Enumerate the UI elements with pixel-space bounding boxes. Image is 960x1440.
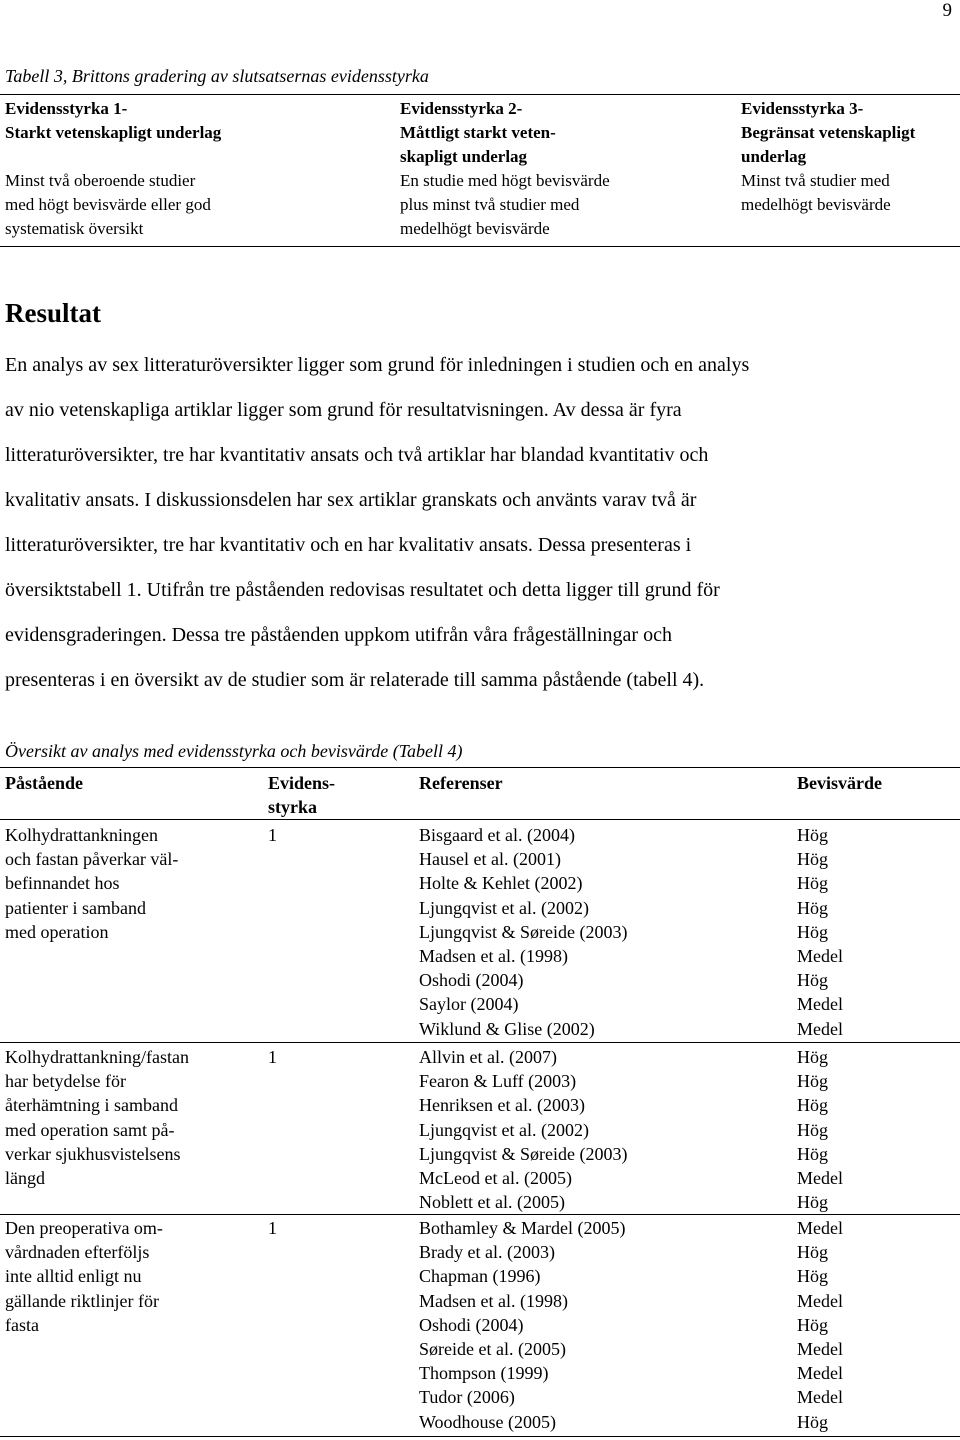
table3-column-3-heading: Evidensstyrka 3- Begränsat vetenskapligt underlag xyxy=(741,99,916,166)
table4-group-3-references: Bothamley & Mardel (2005) Brady et al. (2003) Chapman (1996) Madsen et al. (1998) Oshodi (2004) Søreide et al. (2005) Thompson (1999) Tudor (2006) Woodhouse (2005) xyxy=(419,1218,626,1432)
table3-column-1-heading: Evidensstyrka 1- Starkt vetenskapligt underlag xyxy=(5,99,222,142)
table4-group-2-rule xyxy=(0,1214,960,1215)
table4-group-2-references: Allvin et al. (2007) Fearon & Luff (2003) Henriksen et al. (2003) Ljungqvist et al. (2002) Ljungqvist & Søreide (2003) McLeod et al. (2005) Noblett et al. (2005) xyxy=(419,1047,628,1213)
table4-caption: Översikt av analys med evidensstyrka och bevisvärde (Tabell 4) xyxy=(5,741,463,761)
table3-column-3-text: Minst två studier med medelhögt bevisvärde xyxy=(741,171,891,214)
table4-group-3-strength: 1 xyxy=(268,1218,277,1238)
table4-group-3-values: Medel Hög Hög Medel Hög Medel Medel Medel Hög xyxy=(797,1218,843,1432)
table4-group-1-values: Hög Hög Hög Hög Hög Medel Hög Medel Medel xyxy=(797,825,843,1039)
table4-group-2-values: Hög Hög Hög Hög Hög Medel Hög xyxy=(797,1047,843,1213)
table4-group-1-statement: Kolhydrattankningen och fastan påverkar väl- befinnandet hos patienter i samband med operation xyxy=(5,825,179,942)
table3-top-rule xyxy=(0,94,960,95)
table4-header-value: Bevisvärde xyxy=(797,773,882,793)
table4-group-1-strength: 1 xyxy=(268,825,277,845)
results-paragraph: En analys av sex litteraturöversikter ligger som grund för inledningen i studien och en analys av nio vetenskapliga artiklar ligger som grund för resultatvisningen. Av dessa är fyra litteraturöversikter, tre har kvantitativ ansats och två artiklar har blandad kvantitativ och kvalitativ ansats. I diskussionsdelen har sex artiklar granskats och använts varav två är litteraturöversikter, tre har kvantitativ och en har kvalitativ ansats. Dessa presenteras i översiktstabell 1. Utifrån tre påståenden redovisas resultatet och detta ligger till grund för evidensgraderingen. Dessa tre påståenden uppkom utifrån våra frågeställningar och presenteras i en översikt av de studier som är relaterade till samma påstående (tabell 4). xyxy=(5,354,750,691)
table3-column-1-text: Minst två oberoende studier med högt bevisvärde eller god systematisk översikt xyxy=(5,171,211,238)
page-number: 9 xyxy=(942,0,952,21)
table4-group-1-rule xyxy=(0,1042,960,1043)
table4-group-2-strength: 1 xyxy=(268,1047,277,1067)
table4-group-1-references: Bisgaard et al. (2004) Hausel et al. (2001) Holte & Kehlet (2002) Ljungqvist et al. (2002) Ljungqvist & Søreide (2003) Madsen et al. (1998) Oshodi (2004) Saylor (2004) Wiklund & Glise (2002) xyxy=(419,825,628,1039)
table4-header-rule xyxy=(0,819,960,820)
table4-bottom-rule xyxy=(0,1436,960,1437)
table4-top-rule xyxy=(0,767,960,768)
table4-header-statement: Påstående xyxy=(5,773,83,793)
table4-group-2-statement: Kolhydrattankning/fastan har betydelse för återhämtning i samband med operation samt på- verkar sjukhusvistelsens längd xyxy=(5,1047,189,1189)
table4-header-strength: Evidens- styrka xyxy=(268,773,336,818)
table3-caption: Tabell 3, Brittons gradering av slutsatsernas evidensstyrka xyxy=(5,66,429,86)
table3-column-2 xyxy=(400,97,730,241)
section-heading: Resultat xyxy=(5,298,101,328)
table3-column-2-heading: Evidensstyrka 2- Måttligt starkt veten- skapligt underlag xyxy=(400,99,556,166)
table4-group-3-statement: Den preoperativa om- vårdnaden efterföljs inte alltid enligt nu gällande riktlinjer för fasta xyxy=(5,1218,163,1335)
table4-header-references: Referenser xyxy=(419,773,503,793)
table3-column-2-text: En studie med högt bevisvärde plus minst två studier med medelhögt bevisvärde xyxy=(400,171,610,238)
table3-bottom-rule xyxy=(0,246,960,247)
table3-column-1 xyxy=(5,97,385,241)
table3-column-3 xyxy=(741,97,960,217)
